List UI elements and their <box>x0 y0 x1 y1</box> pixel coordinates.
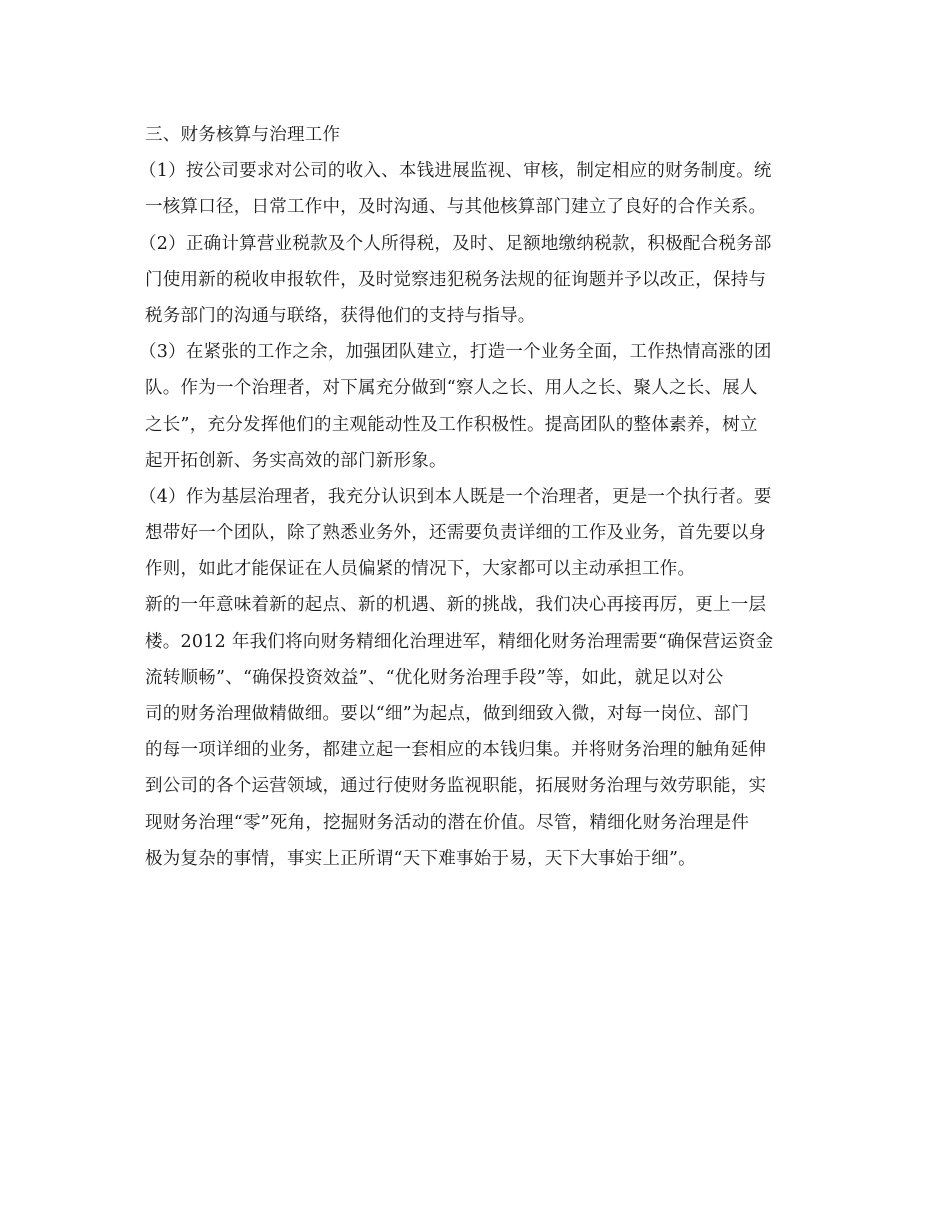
text-line: 的每一项详细的业务，都建立起一套相应的本钱归集。并将财务治理的触角延伸 <box>145 740 767 761</box>
text-line: 起开拓创新、务实高效的部门新形象。 <box>145 450 447 471</box>
text-line: 楼。2012 年我们将向财务精细化治理进军，精细化财务治理需要“确保营运资金 <box>145 631 774 652</box>
text-line: 新的一年意味着新的起点、新的机遇、新的挑战，我们决心再接再厉，更上一层 <box>145 595 767 616</box>
text-line: 队。作为一个治理者，对下属充分做到“察人之长、用人之长、聚人之长、展人 <box>145 378 758 399</box>
text-line: （4）作为基层治理者，我充分认识到本人既是一个治理者，更是一个执行者。要 <box>139 486 772 507</box>
text-line: 之长”，充分发挥他们的主观能动性及工作积极性。提高团队的整体素养，树立 <box>145 414 758 435</box>
text-line: 想带好一个团队，除了熟悉业务外，还需要负责详细的工作及业务，首先要以身 <box>145 523 767 544</box>
text-line: 门使用新的税收申报软件，及时觉察违犯税务法规的征询题并予以改正，保持与 <box>145 269 767 290</box>
text-line: 流转顺畅”、“确保投资效益”、“优化财务治理手段”等，如此，就足以对公 <box>145 667 724 688</box>
text-line: 一核算口径，日常工作中，及时沟通、与其他核算部门建立了良好的合作关系。 <box>145 197 767 218</box>
text-line: 现财务治理“零”死角，挖掘财务活动的潜在价值。尽管，精细化财务治理是件 <box>145 812 750 833</box>
text-line: 司的财务治理做精做细。要以“细”为起点，做到细致入微，对每一岗位、部门 <box>145 704 750 724</box>
text-line: （1）按公司要求对公司的收入、本钱进展监视、审核，制定相应的财务制度。统 <box>139 161 772 182</box>
text-line: （2）正确计算营业税款及个人所得税，及时、足额地缴纳税款，积极配合税务部 <box>139 233 772 254</box>
document-body <box>139 117 813 877</box>
text-line: （3）在紧张的工作之余，加强团队建立，打造一个业务全面，工作热情高涨的团 <box>139 342 772 363</box>
text-line: 作则，如此才能保证在人员偏紧的情况下，大家都可以主动承担工作。 <box>145 559 696 580</box>
text-line: 极为复杂的事情，事实上正所谓“天下难事始于易，天下大事始于细”。 <box>145 848 696 869</box>
section-heading: 三、财务核算与治理工作 <box>145 125 341 145</box>
text-line: 税务部门的沟通与联络，获得他们的支持与指导。 <box>145 305 536 326</box>
text-line: 到公司的各个运营领域，通过行使财务监视职能，拓展财务治理与效劳职能，实 <box>145 776 767 797</box>
